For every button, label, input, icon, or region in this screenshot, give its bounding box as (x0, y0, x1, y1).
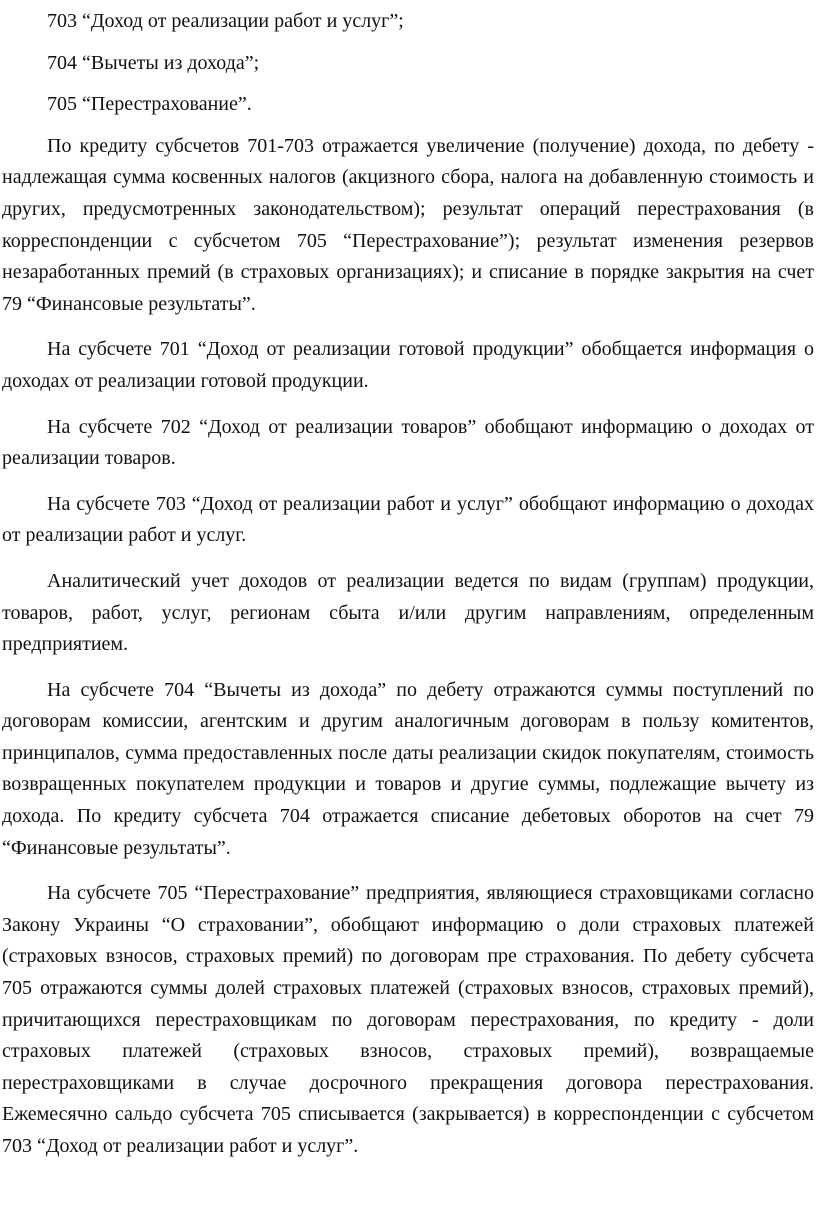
paragraph-subaccount-702: На субсчете 702 “Доход от реализации товаров” обобщают информацию о доходах от реализации товаров. (2, 415, 814, 470)
account-line-704: 704 “Вычеты из дохода”; (47, 51, 260, 74)
paragraph-subaccount-703: На субсчете 703 “Доход от реализации работ и услуг” обобщают информацию о доходах от реализации работ и услуг. (2, 492, 814, 547)
paragraph-subaccount-705: На субсчете 705 “Перестрахование” предприятия, являющиеся страховщиками согласно Закону Украины “О страховании”, обобщают информацию о доли страховых платежей (страховых взносов, страховых премий) по договорам пре страхования. По дебету субсчета 705 отражаются суммы долей страховых платежей (страховых взносов, страховых премий), причитающихся перестраховщикам по договорам перестрахования, по кредиту - доли страховых платежей (страховых взносов, страховых премий), возвращаемые перестраховщиками в случае досрочного прекращения договора перестрахования. Ежемесячно сальдо субсчета 705 списывается (закрывается) в корреспонденции с субсчетом 703 “Доход от реализации работ и услуг”. (2, 882, 814, 1157)
paragraph-subaccount-701: На субсчете 701 “Доход от реализации готовой продукции” обобщается информация о доходах от реализации готовой продукции. (2, 338, 814, 392)
paragraph-subaccount-704: На субсчете 704 “Вычеты из дохода” по дебету отражаются суммы поступлений по договорам комиссии, агентским и другим аналогичным договорам в пользу комитентов, принципалов, сумма предоставленных после даты реализации скидок покупателям, стоимость возвращенных покупателем продукции и товаров и другие суммы, подлежащие вычету из дохода. По кредиту субсчета 704 отражается списание дебетовых оборотов на счет 79 “Финансовые результаты”. (2, 678, 814, 859)
account-line-703: 703 “Доход от реализации работ и услуг”; (47, 10, 404, 32)
paragraph-credit-701-703: По кредиту субсчетов 701-703 отражается увеличение (получение) дохода, по дебету - надлежащая сумма косвенных налогов (акцизного сбора, налога на добавленную стоимость и других, предусмотренных законодательством); результат операций перестрахования (в корреспонденции с субсчетом 705 “Перестрахование”); результат изменения резервов незаработанных премий (в страховых организациях); и списание в порядке закрытия на счет 79 “Финансовые результаты”. (2, 134, 814, 315)
account-line-705: 705 “Перестрахование”. (47, 93, 252, 116)
paragraph-analytical-accounting: Аналитический учет доходов от реализации ведется по видам (группам) продукции, товаров, работ, услуг, регионам сбыта и/или другим направлениям, определенным предприятием. (2, 569, 814, 656)
